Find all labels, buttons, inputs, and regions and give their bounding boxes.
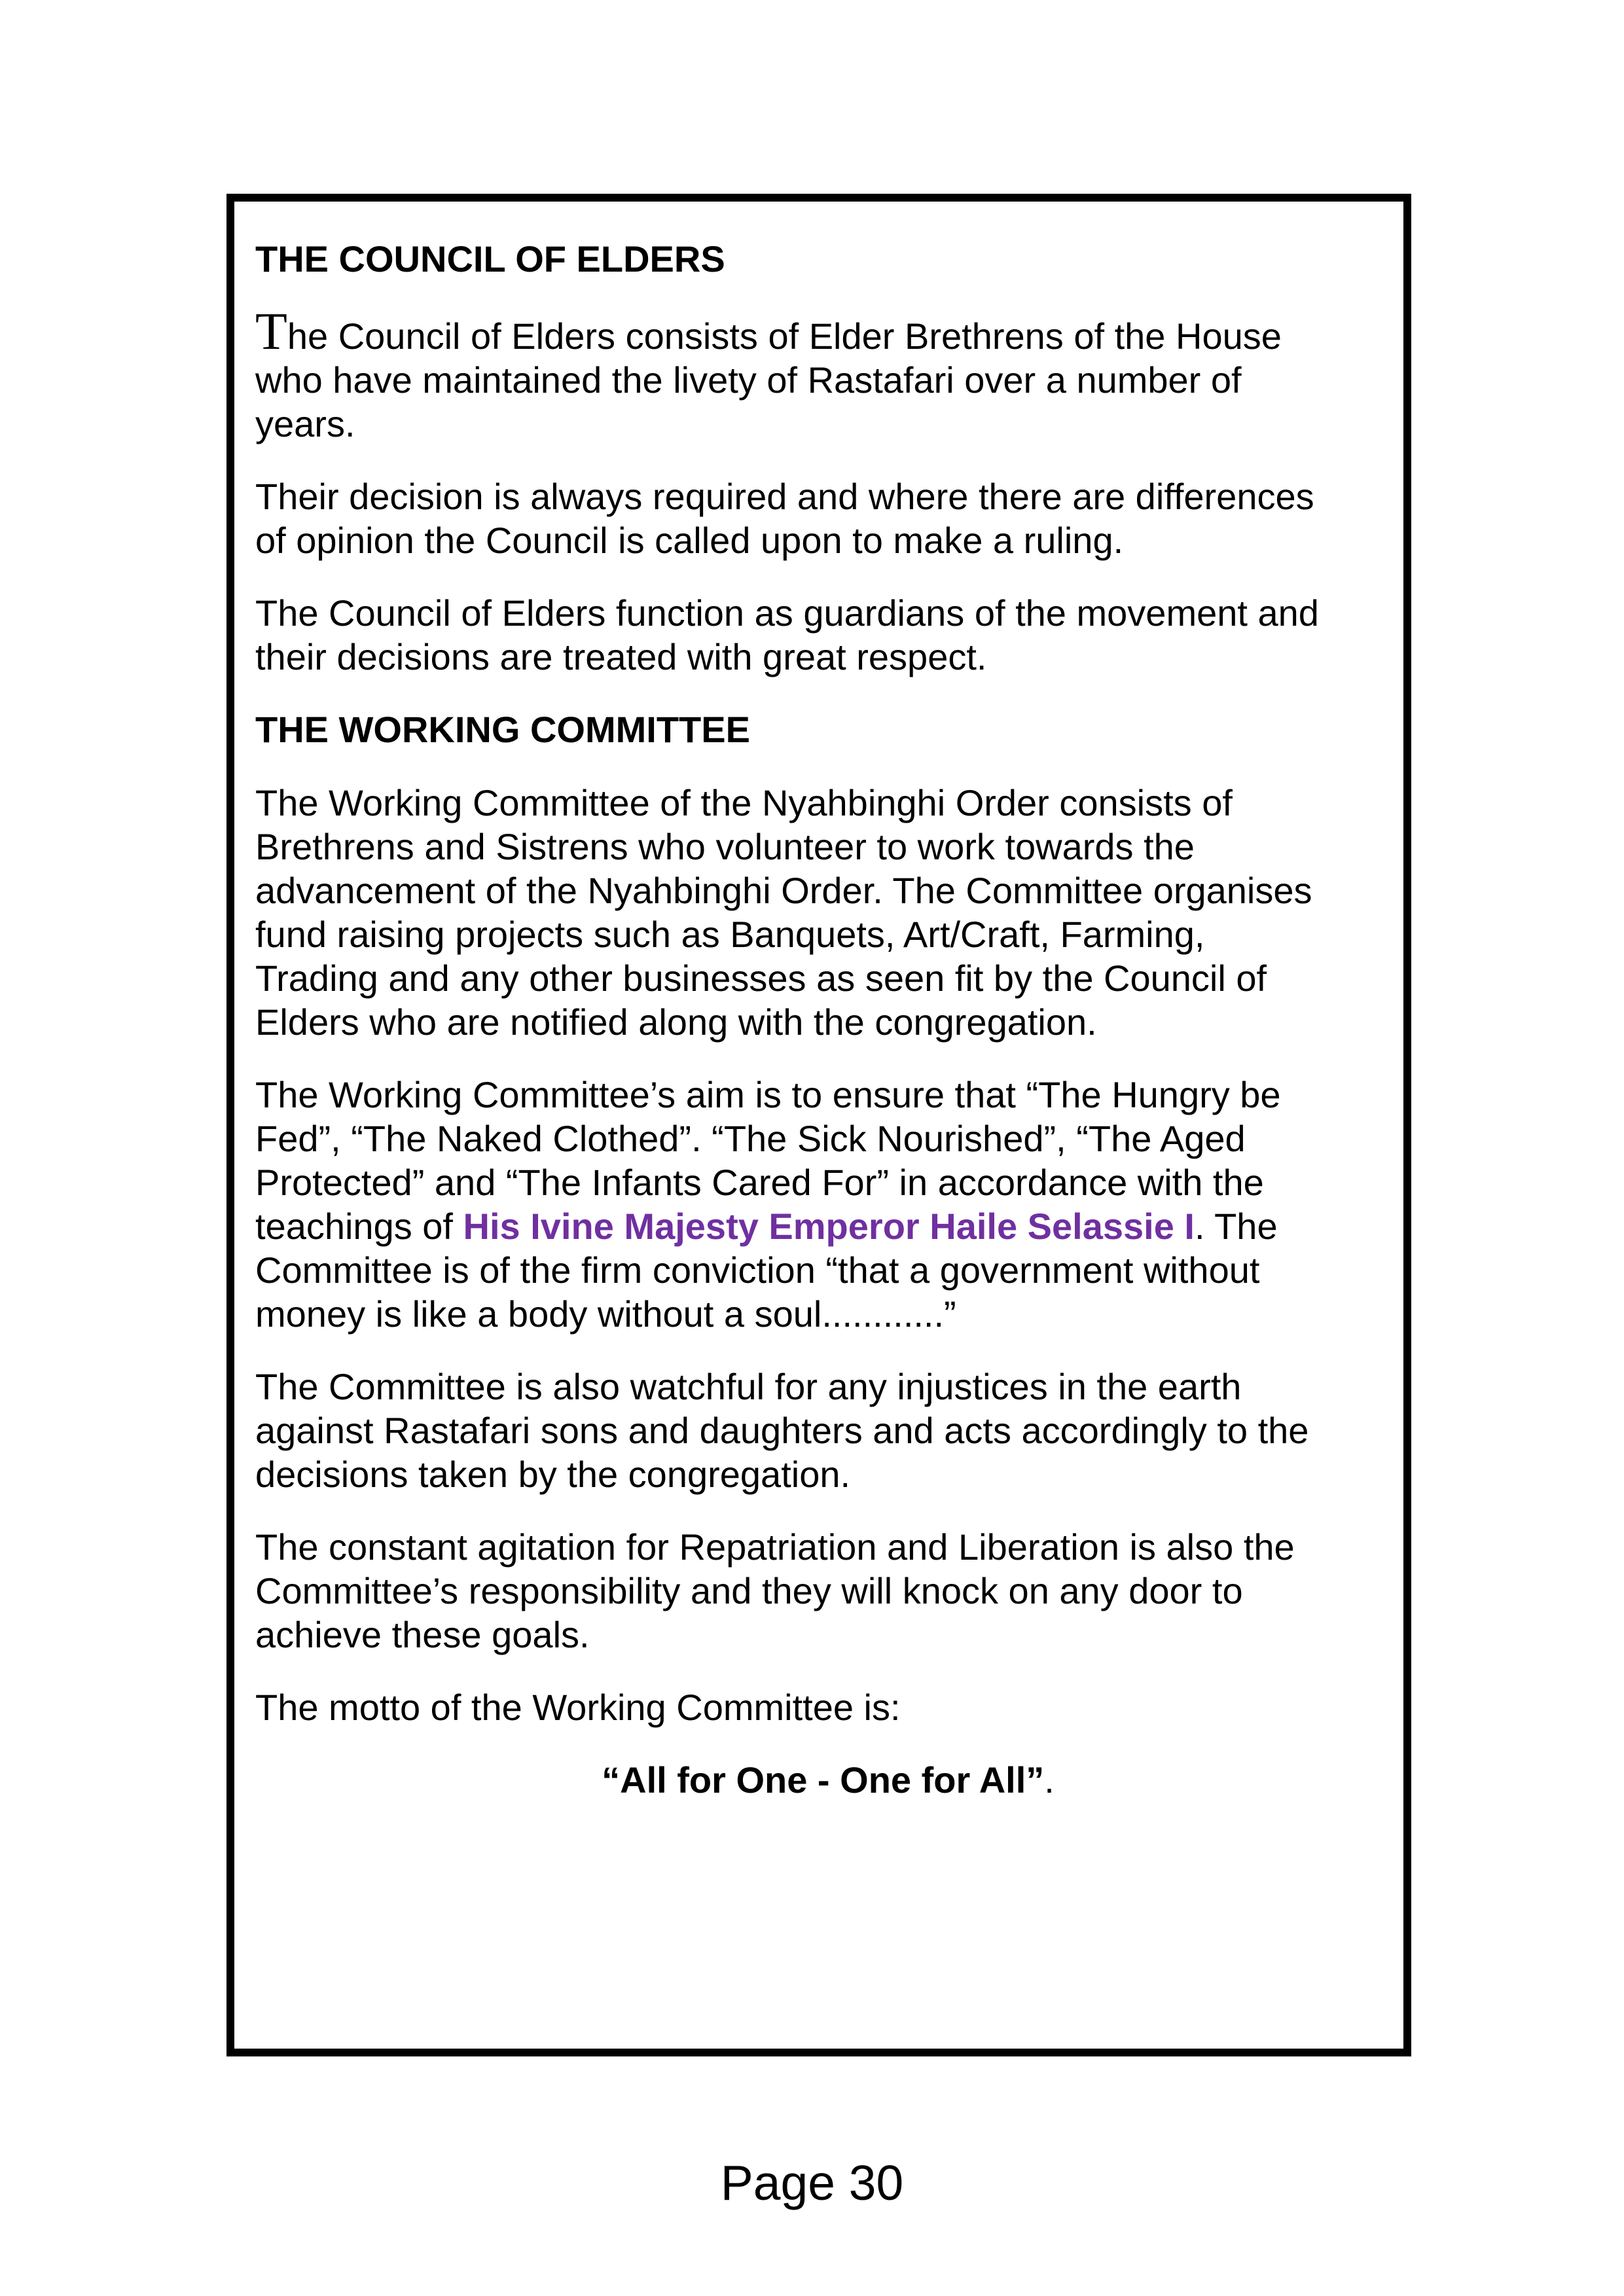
paragraph-council-guardians <box>255 591 1381 679</box>
paragraph-line: Elders who are notified along with the congregation. <box>255 1001 1097 1043</box>
emphasized-name: His Ivine Majesty Emperor Haile Selassie I <box>463 1206 1195 1247</box>
paragraph-line: The Council of Elders function as guardians of the movement and <box>255 592 1319 634</box>
paragraph-line: The constant agitation for Repatriation and Liberation is also the <box>255 1526 1295 1568</box>
document-body <box>255 237 1381 1802</box>
paragraph-committee-composition <box>255 781 1381 1044</box>
paragraph-line: fund raising projects such as Banquets, Art/Craft, Farming, <box>255 914 1205 955</box>
paragraph-line: The Committee is also watchful for any injustices in the earth <box>255 1366 1242 1407</box>
motto-suffix: . <box>1044 1759 1055 1801</box>
committee-motto <box>255 1758 1381 1802</box>
paragraph-line: years. <box>255 403 355 444</box>
paragraph-line: who have maintained the livety of Rastafari over a number of <box>255 359 1242 401</box>
line-text: teachings of <box>255 1206 463 1247</box>
paragraph-council-decision <box>255 475 1381 562</box>
paragraph-line: advancement of the Nyahbinghi Order. The Committee organises <box>255 870 1312 911</box>
paragraph-line: money is like a body without a soul............” <box>255 1293 956 1335</box>
paragraph-line: Protected” and “The Infants Cared For” in accordance with the <box>255 1162 1264 1203</box>
line-text: he Council of Elders consists of Elder Brethrens of the House <box>287 315 1282 357</box>
paragraph-line: Committee is of the firm conviction “that a government without <box>255 1249 1260 1291</box>
paragraph-line: Brethrens and Sistrens who volunteer to work towards the <box>255 826 1195 867</box>
paragraph-committee-aim <box>255 1073 1381 1336</box>
paragraph-line: decisions taken by the congregation. <box>255 1454 851 1495</box>
drop-cap-letter: T <box>255 303 287 361</box>
line-text: . The <box>1194 1206 1278 1247</box>
paragraph-line: Committee’s responsibility and they will knock on any door to <box>255 1570 1243 1611</box>
paragraph-committee-repatriation <box>255 1525 1381 1657</box>
motto-text: “All for One - One for All” <box>602 1759 1045 1801</box>
paragraph-line: against Rastafari sons and daughters and acts accordingly to the <box>255 1410 1309 1451</box>
paragraph-line: Their decision is always required and where there are differences <box>255 476 1314 517</box>
paragraph-line: The motto of the Working Committee is: <box>255 1687 901 1728</box>
paragraph-line: achieve these goals. <box>255 1614 590 1655</box>
paragraph-line: of opinion the Council is called upon to make a ruling. <box>255 520 1124 561</box>
paragraph-line: Trading and any other businesses as seen fit by the Council of <box>255 958 1267 999</box>
paragraph-line: their decisions are treated with great respect. <box>255 636 987 677</box>
paragraph-line: The Working Committee of the Nyahbinghi Order consists of <box>255 782 1233 823</box>
paragraph-council-composition <box>255 303 1381 446</box>
paragraph-line <box>255 303 1381 361</box>
page-number: Page 30 <box>720 2155 904 2210</box>
paragraph-line: Fed”, “The Naked Clothed”. “The Sick Nourished”, “The Aged <box>255 1118 1246 1159</box>
paragraph-committee-motto-intro <box>255 1685 1381 1729</box>
section-heading-council-of-elders: THE COUNCIL OF ELDERS <box>255 238 725 279</box>
section-heading-working-committee: THE WORKING COMMITTEE <box>255 709 750 750</box>
paragraph-committee-injustices <box>255 1365 1381 1496</box>
paragraph-line: The Working Committee’s aim is to ensure that “The Hungry be <box>255 1074 1281 1115</box>
paragraph-line <box>255 1204 1381 1248</box>
